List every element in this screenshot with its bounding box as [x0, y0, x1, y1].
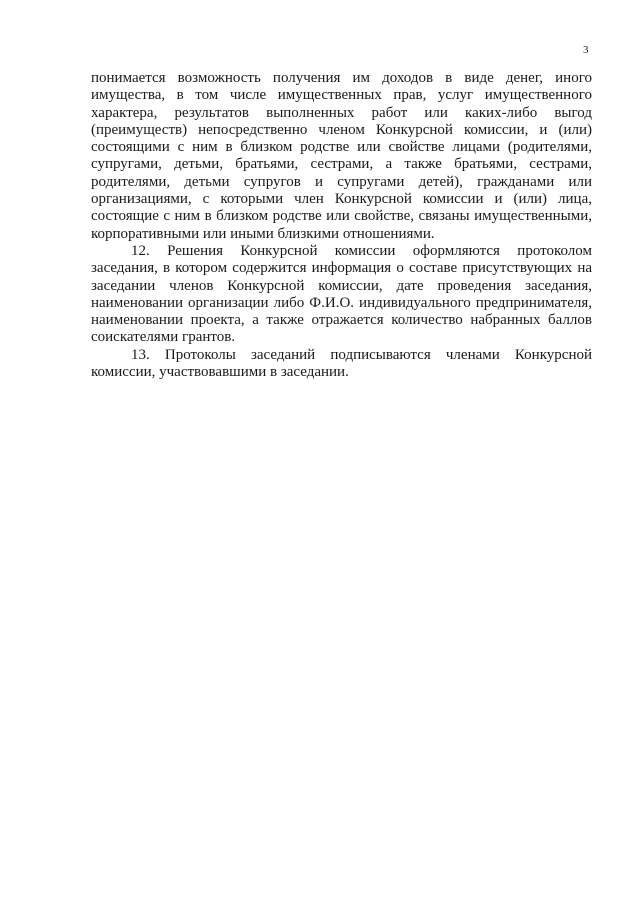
paragraph-continuation: понимается возможность получения им доходов в виде денег, иного имущества, в том числе имущественных прав, услуг имущественного характера, результатов выполненных работ или каких-либо выгод (преимуществ) непосредственно членом Конкурсной комиссии, и (или) состоящими с ним в близком родстве или свойстве лицами (родителями, супругами, детьми, братьями, сестрами, а также братьями, сестрами, родителями, детьми супругов и супругами детей), гражданами или организациями, с которыми член Конкурсной комиссии и (или) лица, состоящие с ним в близком родстве или свойстве, связаны имущественными, корпоративными или иными близкими отношениями. [91, 70, 592, 242]
document-body [91, 70, 592, 381]
paragraph-item-13: 13. Протоколы заседаний подписываются членами Конкурсной комиссии, участвовавшими в заседании. [91, 346, 592, 381]
paragraph-item-12: 12. Решения Конкурсной комиссии оформляются протоколом заседания, в котором содержится информация о составе присутствующих на заседании членов Конкурсной комиссии, дате проведения заседания, наименовании организации либо Ф.И.О. индивидуального предпринимателя, наименовании проекта, а также отражается количество набранных баллов соискателями грантов. [91, 242, 592, 346]
page-number: 3 [583, 44, 589, 56]
